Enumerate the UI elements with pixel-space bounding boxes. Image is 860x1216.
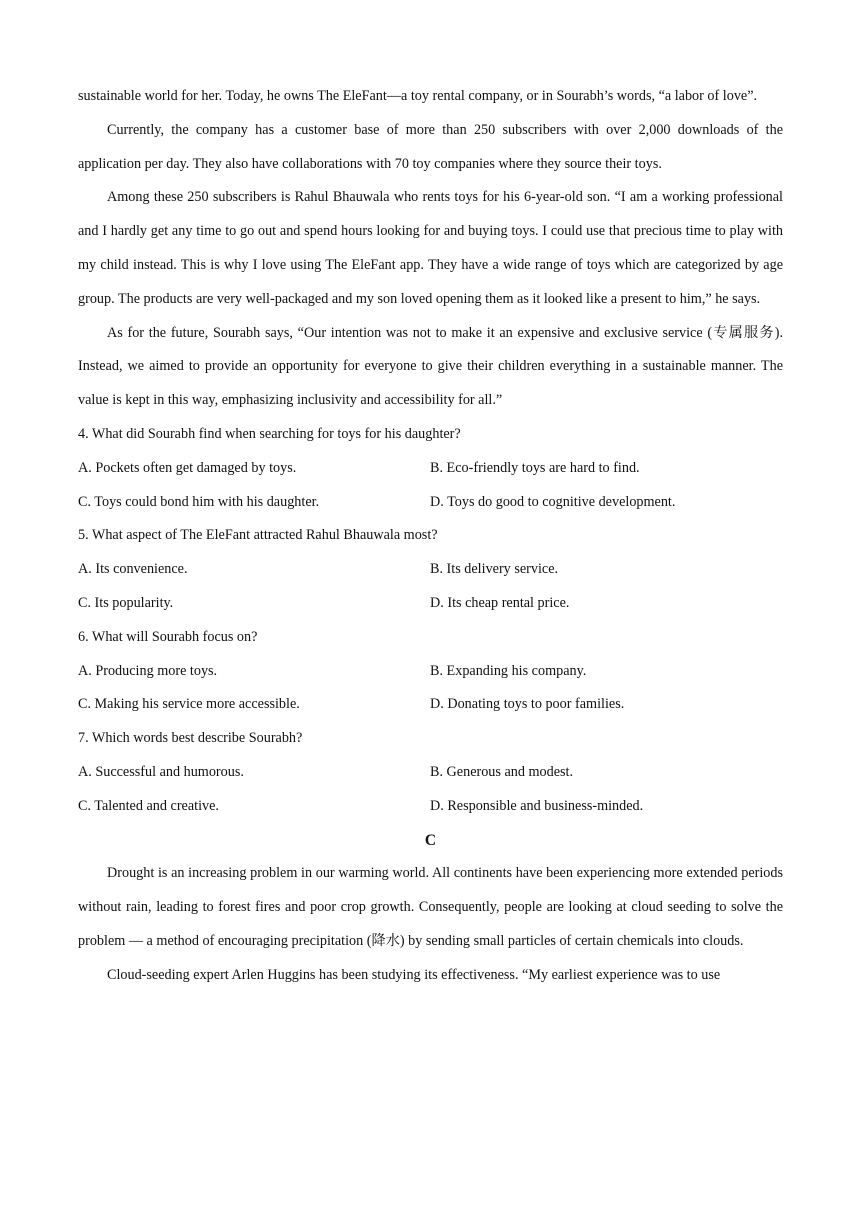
- option-d: D. Responsible and business-minded.: [430, 797, 644, 814]
- option-grid: [78, 452, 783, 520]
- question-stem: 7. Which words best describe Sourabh?: [78, 730, 303, 747]
- paragraph-rahul-bhauwala: Among these 250 subscribers is Rahul Bhauwala who rents toys for his 6-year-old son. “I am a working professional and I hardly get any time to go out and spend hours looking for and buying toys. I could use that precious time to play with my child instead. This is why I love using The EleFant app. They have a wide range of toys which are categorized by age group. The products are very well-packaged and my son loved opening them as it looked like a present to him,” he says.: [78, 189, 783, 307]
- question-7: [78, 722, 783, 823]
- question-5: [78, 519, 783, 620]
- option-d: D. Its cheap rental price.: [430, 594, 570, 611]
- option-b: B. Expanding his company.: [430, 662, 587, 679]
- option-a: A. Producing more toys.: [78, 662, 218, 679]
- document-page: [78, 80, 783, 993]
- option-c: C. Making his service more accessible.: [78, 696, 300, 713]
- paragraph-customer-base: Currently, the company has a customer base of more than 250 subscribers with over 2,000 downloads of the application per day. They also have collaborations with 70 toy companies where they source their toys.: [78, 121, 783, 172]
- option-a: A. Pockets often get damaged by toys.: [78, 459, 297, 476]
- option-grid: [78, 756, 783, 824]
- section-title: C: [424, 831, 437, 849]
- question-stem: 4. What did Sourabh find when searching for toys for his daughter?: [78, 425, 461, 442]
- option-a: A. Successful and humorous.: [78, 763, 244, 780]
- option-c: C. Talented and creative.: [78, 797, 219, 814]
- option-d: D. Toys do good to cognitive development.: [430, 493, 676, 510]
- question-stem: 6. What will Sourabh focus on?: [78, 628, 258, 645]
- option-grid: [78, 655, 783, 723]
- option-a: A. Its convenience.: [78, 561, 188, 578]
- question-4: [78, 418, 783, 519]
- question-6: [78, 621, 783, 722]
- option-b: B. Generous and modest.: [430, 763, 574, 780]
- paragraph-drought: Drought is an increasing problem in our warming world. All continents have been experiencing more extended periods without rain, leading to forest fires and poor crop growth. Consequently, people are looking at cloud seeding to solve the problem — a method of encouraging precipitation (降水) by sending small particles of certain chemicals into clouds.: [78, 865, 783, 949]
- option-c: C. Its popularity.: [78, 594, 174, 611]
- paragraph-continuation: sustainable world for her. Today, he owns The EleFant—a toy rental company, or in Sourabh’s words, “a labor of love”.: [78, 88, 758, 104]
- paragraph-future: As for the future, Sourabh says, “Our intention was not to make it an expensive and exclusive service (专属服务). Instead, we aimed to provide an opportunity for everyone to give their children everything in a sustainable manner. The value is kept in this way, emphasizing inclusivity and accessibility for all.”: [78, 324, 783, 409]
- option-c: C. Toys could bond him with his daughter.: [78, 493, 320, 510]
- option-b: B. Eco-friendly toys are hard to find.: [430, 459, 640, 476]
- option-grid: [78, 553, 783, 621]
- paragraph-cloud-seeding-expert: Cloud-seeding expert Arlen Huggins has been studying its effectiveness. “My earliest experience was to use: [107, 966, 721, 983]
- question-stem: 5. What aspect of The EleFant attracted Rahul Bhauwala most?: [78, 527, 438, 544]
- option-b: B. Its delivery service.: [430, 561, 559, 578]
- option-d: D. Donating toys to poor families.: [430, 696, 625, 713]
